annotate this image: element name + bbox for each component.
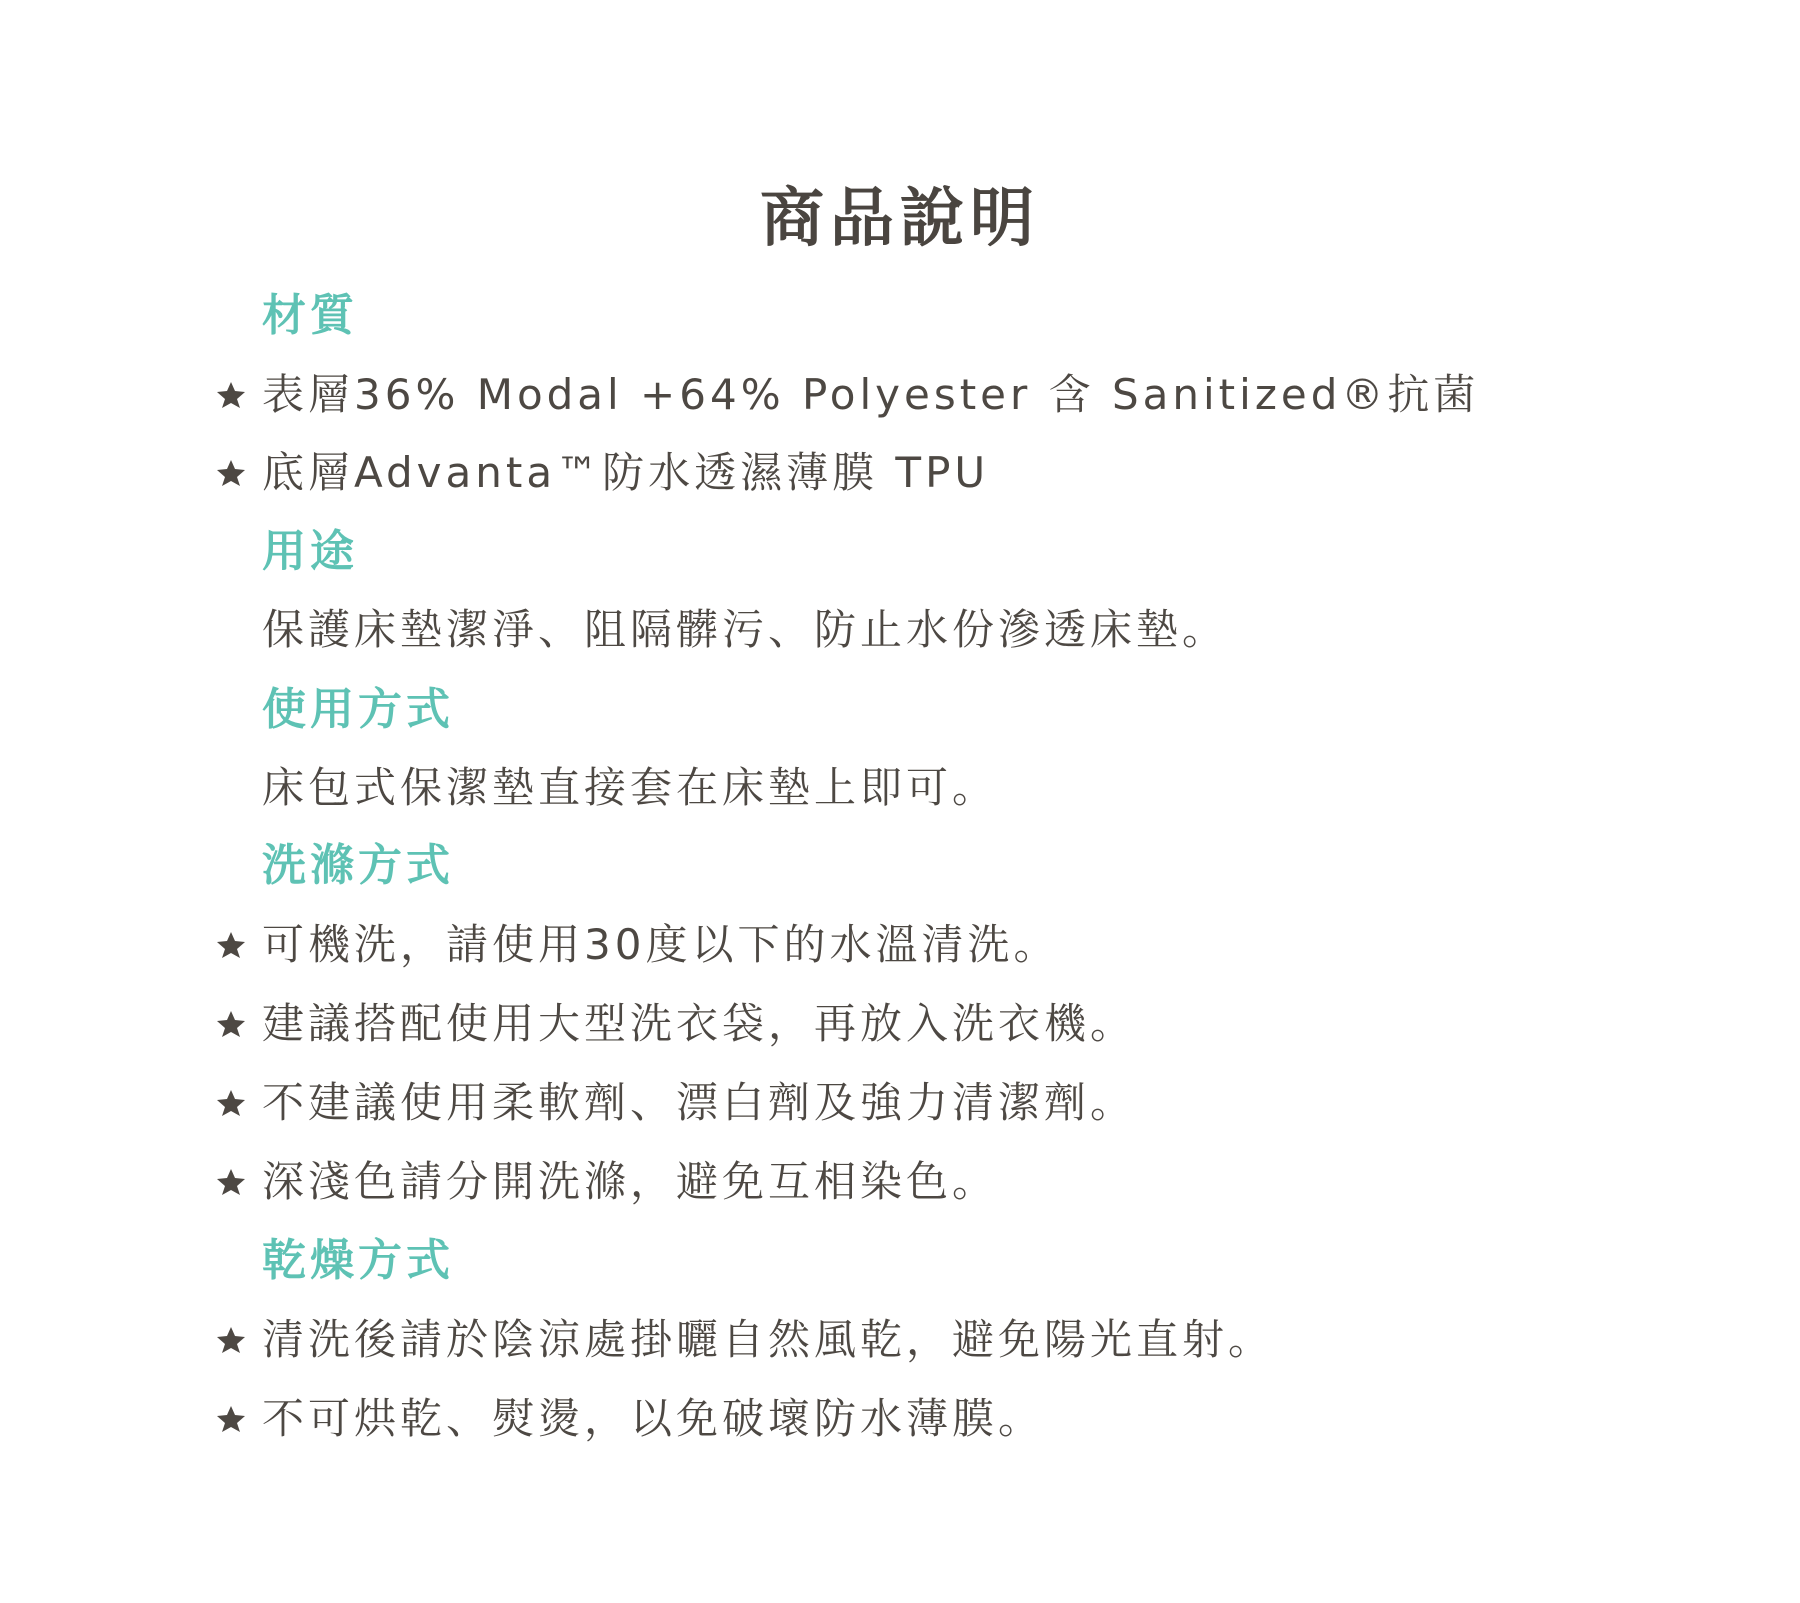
star-icon — [216, 931, 246, 959]
list-item-text: 底層Advanta™防水透濕薄膜 TPU — [262, 448, 990, 497]
star-icon — [216, 1168, 246, 1196]
list-item — [262, 365, 1479, 425]
list-item — [262, 994, 1136, 1054]
list-item — [262, 915, 1059, 975]
page-title: 商品說明 — [760, 181, 1040, 256]
list-item — [262, 1389, 1044, 1449]
list-item — [262, 600, 1228, 660]
list-item-text: 不建議使用柔軟劑、漂白劑及強力清潔劑。 — [262, 1078, 1137, 1127]
list-item-text: 建議搭配使用大型洗衣袋，再放入洗衣機。 — [262, 999, 1137, 1048]
section-heading-how-to-use: 使用方式 — [262, 684, 454, 735]
list-item-text: 床包式保潔墊直接套在床墊上即可。 — [262, 763, 999, 812]
list-item-text: 表層36% Modal +64% Polyester 含 Sanitized®抗菌 — [262, 370, 1480, 419]
list-item — [262, 1310, 1274, 1370]
star-icon — [216, 381, 246, 409]
list-item-text: 保護床墊潔淨、阻隔髒污、防止水份滲透床墊。 — [262, 605, 1229, 654]
list-item-text: 可機洗，請使用30度以下的水溫清洗。 — [262, 920, 1060, 969]
section-heading-drying: 乾燥方式 — [262, 1235, 454, 1286]
list-item — [262, 443, 989, 503]
list-item — [262, 1073, 1136, 1133]
star-icon — [216, 1326, 246, 1354]
list-item — [262, 1152, 998, 1212]
list-item-text: 不可烘乾、熨燙，以免破壞防水薄膜。 — [262, 1394, 1045, 1443]
section-heading-usage: 用途 — [262, 526, 358, 577]
section-heading-washing: 洗滌方式 — [262, 840, 454, 891]
star-icon — [216, 1010, 246, 1038]
star-icon — [216, 1089, 246, 1117]
section-heading-material: 材質 — [262, 290, 358, 341]
list-item-text: 深淺色請分開洗滌，避免互相染色。 — [262, 1157, 999, 1206]
list-item — [262, 758, 998, 818]
star-icon — [216, 1405, 246, 1433]
star-icon — [216, 459, 246, 487]
list-item-text: 清洗後請於陰涼處掛曬自然風乾，避免陽光直射。 — [262, 1315, 1275, 1364]
